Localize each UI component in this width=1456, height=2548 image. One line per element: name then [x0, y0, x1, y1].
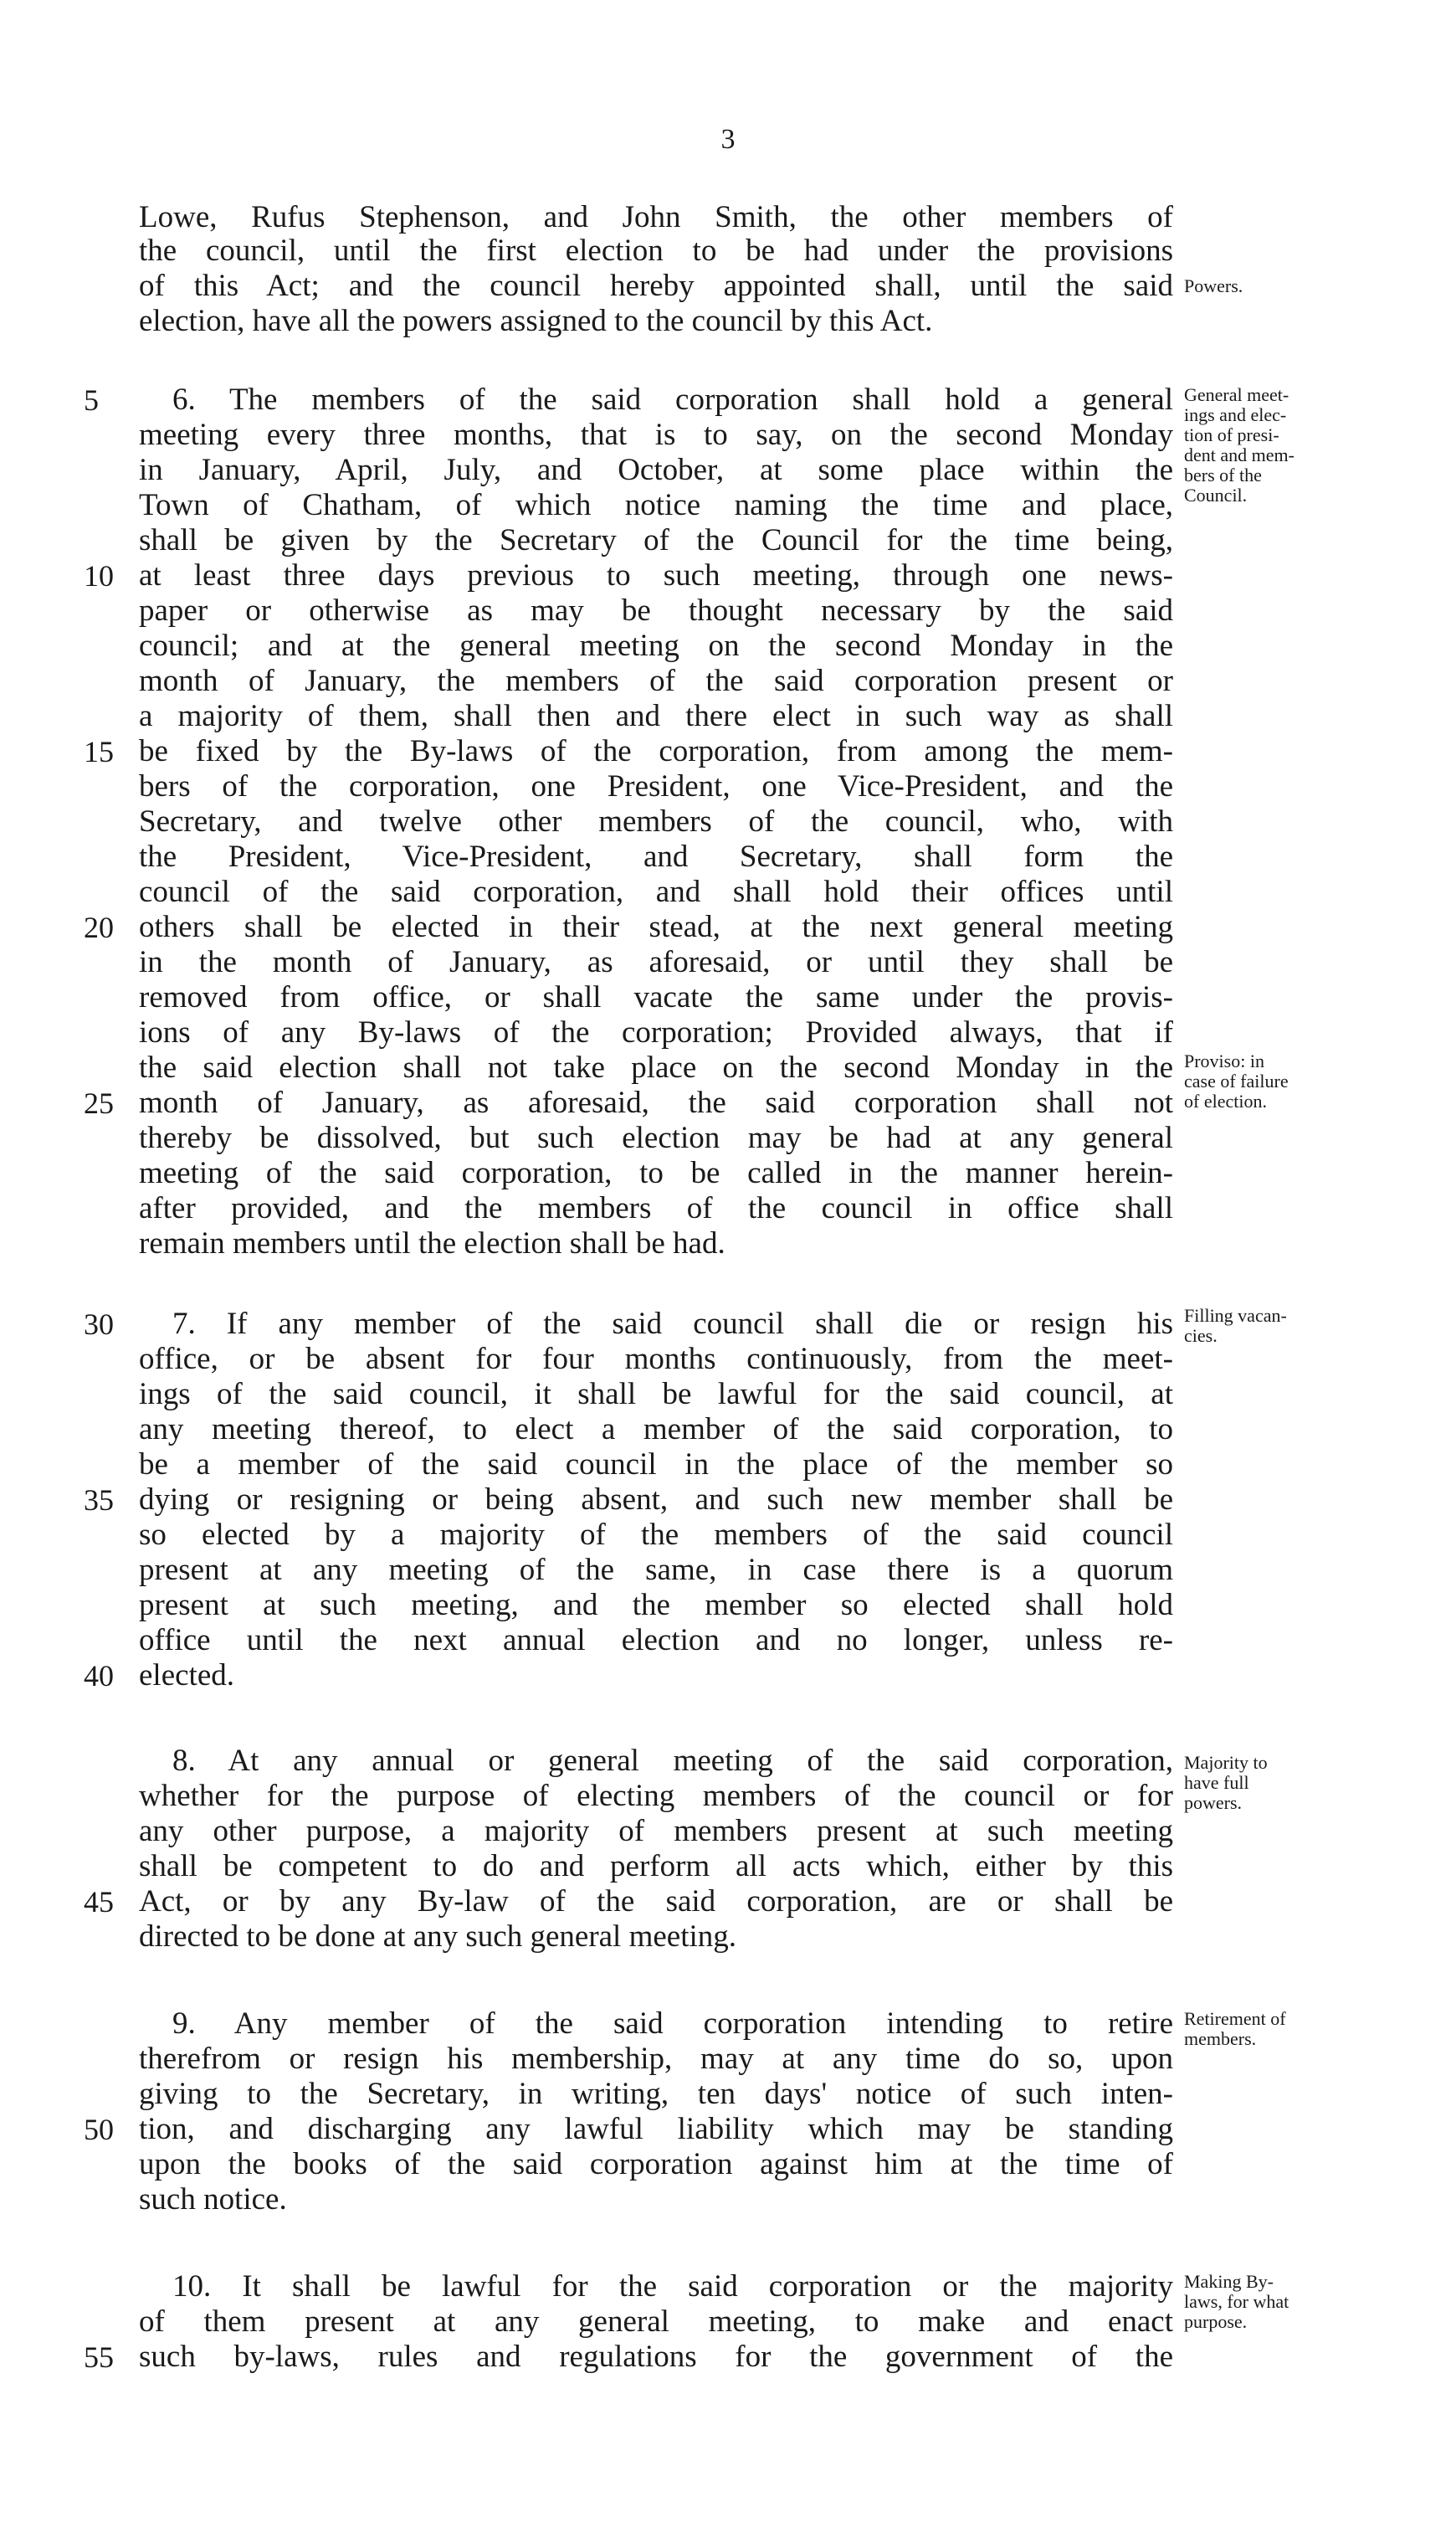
text-line: the council, until the first election to be had under the provisions: [139, 234, 1173, 268]
text-line: present at such meeting, and the member so elected shall hold: [139, 1588, 1173, 1622]
text-line: 6. The members of the said corporation shall hold a general: [172, 383, 1173, 417]
text-line: be fixed by the By-laws of the corporation, from among the mem-: [139, 734, 1173, 768]
text-line: 8. At any annual or general meeting of the said corporation,: [172, 1744, 1173, 1778]
marginal-note: Proviso: in case of failure of election.: [1184, 1051, 1289, 1112]
text-line: elected.: [139, 1658, 234, 1693]
text-line: so elected by a majority of the members of the said council: [139, 1518, 1173, 1552]
line-number: 20: [84, 911, 114, 944]
text-line: office, or be absent for four months continuously, from the meet-: [139, 1342, 1173, 1376]
text-line: office until the next annual election and no longer, unless re-: [139, 1623, 1173, 1657]
line-number: 55: [84, 2340, 114, 2374]
text-line: paper or otherwise as may be thought necessary by the said: [139, 593, 1173, 628]
marginal-note: Majority to have full powers.: [1184, 1752, 1268, 1813]
marginal-note: Retirement of members.: [1184, 2008, 1286, 2049]
text-line: directed to be done at any such general meeting.: [139, 1919, 737, 1954]
text-line: month of January, as aforesaid, the said corporation shall not: [139, 1086, 1173, 1120]
marginal-note: Powers.: [1184, 275, 1243, 296]
text-line: giving to the Secretary, in writing, ten days' notice of such inten-: [139, 2077, 1173, 2111]
text-line: be a member of the said council in the place of the member so: [139, 1447, 1173, 1482]
text-line: council; and at the general meeting on the second Monday in the: [139, 629, 1173, 663]
text-line: bers of the corporation, one President, one Vice-President, and the: [139, 769, 1173, 804]
text-line: meeting of the said corporation, to be called in the manner herein-: [139, 1156, 1173, 1190]
text-line: ings of the said council, it shall be lawful for the said council, at: [139, 1377, 1173, 1411]
text-line: Lowe, Rufus Stephenson, and John Smith, the other members of: [139, 200, 1173, 234]
text-line: after provided, and the members of the council in office shall: [139, 1191, 1173, 1225]
text-line: council of the said corporation, and shall hold their offices until: [139, 875, 1173, 909]
marginal-note: Filling vacan- cies.: [1184, 1305, 1287, 1346]
line-number: 30: [84, 1307, 114, 1341]
text-line: Secretary, and twelve other members of the council, who, with: [139, 804, 1173, 839]
text-line: meeting every three months, that is to say, on the second Monday: [139, 418, 1173, 452]
text-line: dying or resigning or being absent, and such new member shall be: [139, 1482, 1173, 1517]
line-number: 15: [84, 735, 114, 768]
text-line: of them present at any general meeting, to make and enact: [139, 2304, 1173, 2339]
text-line: remain members until the election shall be had.: [139, 1226, 725, 1261]
text-line: therefrom or resign his membership, may at any time do so, upon: [139, 2042, 1173, 2076]
text-line: of this Act; and the council hereby appointed shall, until the said: [139, 269, 1173, 303]
text-line: in the month of January, as aforesaid, or until they shall be: [139, 945, 1173, 979]
text-line: a majority of them, shall then and there elect in such way as shall: [139, 699, 1173, 733]
text-line: upon the books of the said corporation against him at the time of: [139, 2147, 1173, 2181]
text-line: such notice.: [139, 2182, 287, 2217]
text-line: such by-laws, rules and regulations for the government of the: [139, 2340, 1173, 2374]
text-line: election, have all the powers assigned to the council by this Act.: [139, 304, 933, 338]
line-number: 40: [84, 1659, 114, 1693]
text-line: in January, April, July, and October, at some place within the: [139, 453, 1173, 487]
text-line: Act, or by any By-law of the said corporation, are or shall be: [139, 1884, 1173, 1919]
text-line: shall be competent to do and perform all acts which, either by this: [139, 1849, 1173, 1883]
marginal-note: Making By- laws, for what purpose.: [1184, 2271, 1289, 2332]
line-number: 25: [84, 1086, 114, 1120]
line-number: 35: [84, 1483, 114, 1517]
text-line: shall be given by the Secretary of the Council for the time being,: [139, 523, 1173, 557]
text-line: Town of Chatham, of which notice naming the time and place,: [139, 488, 1173, 522]
text-line: the President, Vice-President, and Secretary, shall form the: [139, 840, 1173, 874]
line-number: 50: [84, 2113, 114, 2146]
text-line: the said election shall not take place on the second Monday in the: [139, 1051, 1173, 1085]
line-number: 5: [84, 383, 99, 417]
text-line: any meeting thereof, to elect a member of the said corporation, to: [139, 1412, 1173, 1446]
text-line: present at any meeting of the same, in case there is a quorum: [139, 1553, 1173, 1587]
text-line: others shall be elected in their stead, at the next general meeting: [139, 910, 1173, 944]
page-number: 3: [720, 124, 736, 155]
text-line: 9. Any member of the said corporation intending to retire: [172, 2006, 1173, 2041]
text-line: month of January, the members of the said corporation present or: [139, 664, 1173, 698]
text-line: 7. If any member of the said council shall die or resign his: [172, 1307, 1173, 1341]
text-line: removed from office, or shall vacate the same under the provis-: [139, 980, 1173, 1015]
text-line: whether for the purpose of electing members of the council or for: [139, 1779, 1173, 1813]
line-number: 10: [84, 559, 114, 593]
line-number: 45: [84, 1885, 114, 1919]
text-line: 10. It shall be lawful for the said corporation or the majority: [172, 2269, 1173, 2304]
marginal-note: General meet- ings and elec- tion of presi- dent and mem- bers of the Council.: [1184, 384, 1295, 506]
text-line: ions of any By-laws of the corporation; Provided always, that if: [139, 1015, 1173, 1050]
text-line: any other purpose, a majority of members present at such meeting: [139, 1814, 1173, 1848]
text-line: tion, and discharging any lawful liability which may be standing: [139, 2112, 1173, 2146]
text-line: at least three days previous to such meeting, through one news-: [139, 558, 1173, 593]
text-line: thereby be dissolved, but such election may be had at any general: [139, 1121, 1173, 1155]
